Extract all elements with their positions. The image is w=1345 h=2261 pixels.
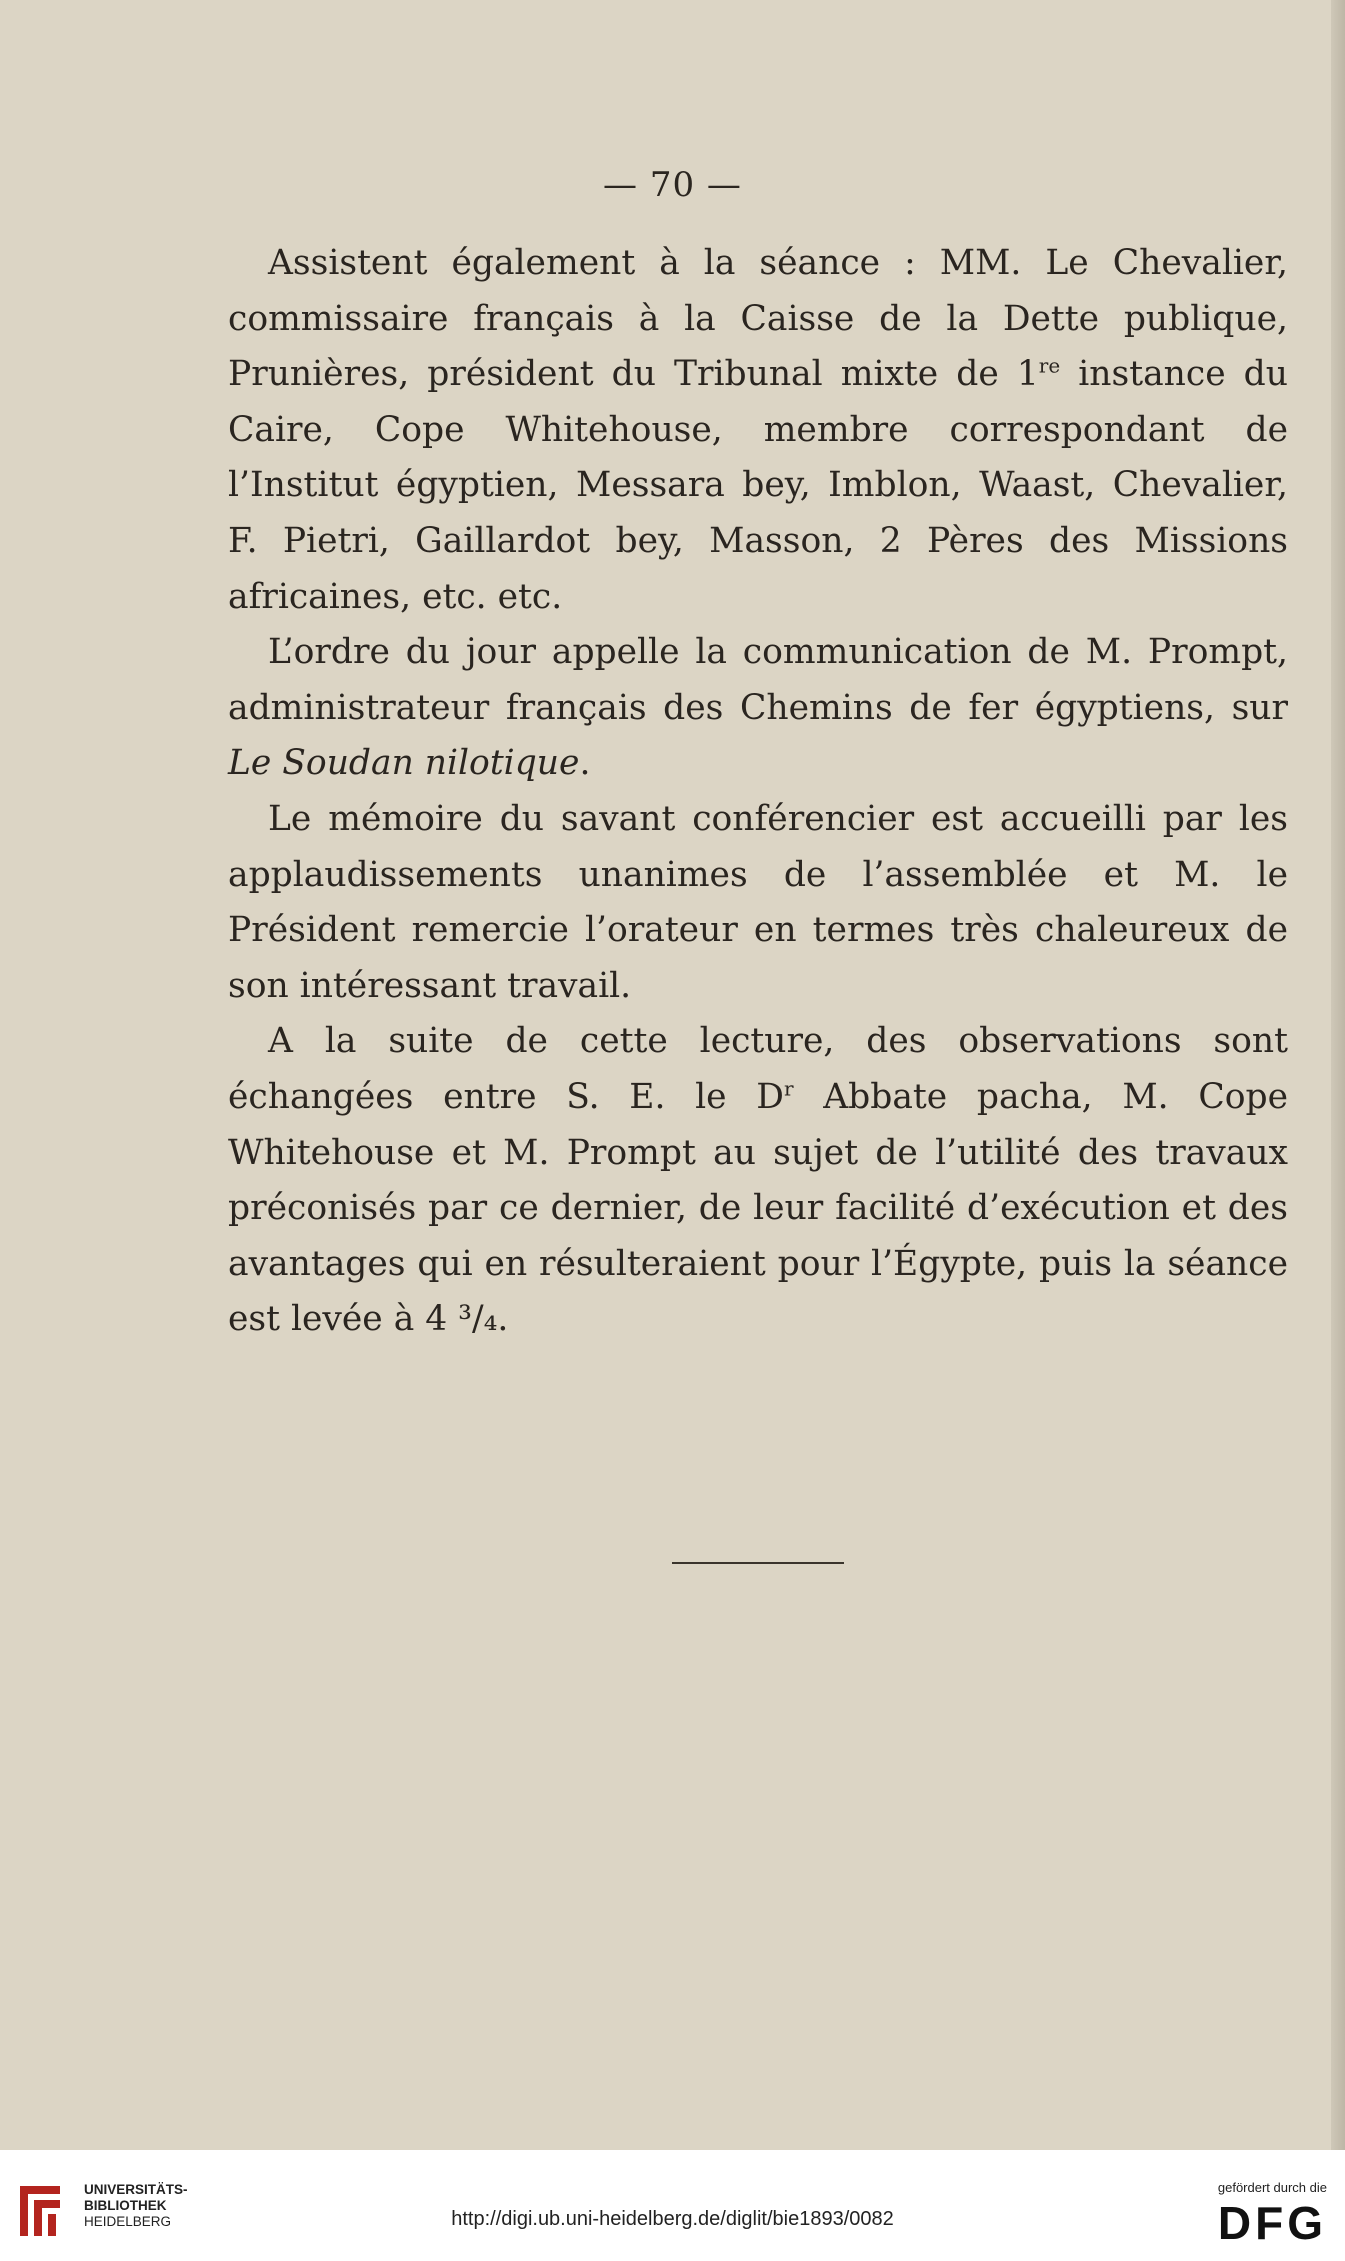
digitization-footer <box>0 2150 1345 2261</box>
italic-title: Le Soudan nilotique <box>228 743 580 784</box>
text-run: Assistent également à la séance : MM. Le Chevalier, commissaire français à la Caisse de la Dette publique, Prunières, président du Tribunal mixte de 1 <box>228 243 1288 395</box>
text-run: Le mémoire du savant conférencier est accueilli par les applaudissements unanimes de l’assemblée et M. le Président remercie l’orateur en termes très chaleureux de son intéressant travail. <box>228 798 1288 1006</box>
paragraph <box>228 625 1288 792</box>
library-name-line: BIBLIOTHEK <box>84 2198 167 2213</box>
library-name-line: UNIVERSITÄTS- <box>84 2182 188 2197</box>
paragraph <box>228 1014 1288 1348</box>
closing-rule <box>672 1562 844 1564</box>
superscript: re <box>1038 353 1061 378</box>
dfg-logo: DFG <box>1217 2197 1327 2249</box>
text-run: . <box>579 743 591 784</box>
page-edge-shadow <box>1331 0 1345 2150</box>
permalink-url[interactable]: http://digi.ub.uni-heidelberg.de/diglit/bie1893/0082 <box>451 2208 894 2230</box>
paragraph <box>228 792 1288 1014</box>
body-text <box>228 236 1288 1348</box>
superscript: r <box>783 1076 794 1101</box>
text-run: A la suite de cette lecture, des observations sont échangées entre S. E. le D <box>228 1021 1288 1117</box>
page-number: — 70 — <box>603 165 742 205</box>
library-name-line: HEIDELBERG <box>84 2214 172 2229</box>
text-run: L’ordre du jour appelle la communication de M. Prompt, administrateur français des Chemins de fer égyptiens, sur <box>228 632 1288 728</box>
paragraph <box>228 236 1288 625</box>
text-run: Abbate pacha, M. Cope Whitehouse et M. Prompt au sujet de l’utilité des travaux préconisés par ce dernier, de leur facilité d’exécution et des avantages qui en résulteraient pour l’Égypte, puis la séance est levée à 4 ³/₄. <box>228 1076 1288 1340</box>
funding-caption: gefördert durch die <box>1217 2180 1327 2195</box>
text-run: instance du Caire, Cope Whitehouse, membre correspondant de l’Institut égyptien, Messara bey, Imblon, Waast, Chevalier, F. Pietri, Gaillardot bey, Masson, 2 Pères des Missions africaines, etc. etc. <box>228 354 1288 617</box>
